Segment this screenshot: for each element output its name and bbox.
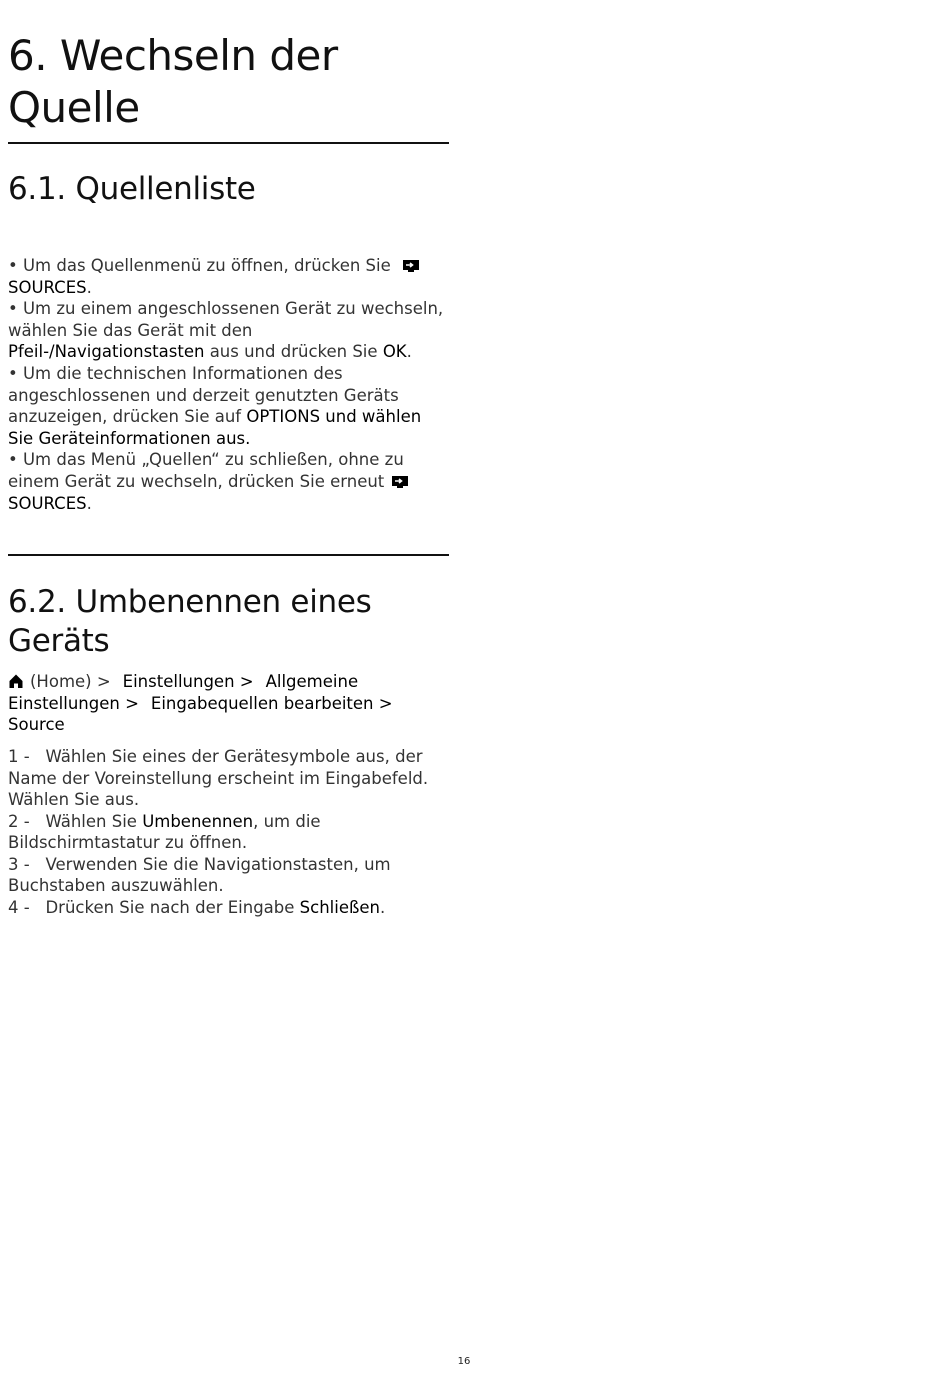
sources-key-label: SOURCES bbox=[8, 277, 87, 297]
close-key-label: Schließen bbox=[299, 898, 380, 918]
breadcrumb-edit-sources: Eingabequellen bearbeiten > bbox=[150, 693, 393, 713]
page-column bbox=[8, 0, 449, 919]
breadcrumb bbox=[8, 671, 449, 736]
source-list-bullet-3: • Um die technischen Informationen des angeschlossenen und derzeit genutzten Geräts anzuzeigen, drücken Sie auf OPTIONS und wählen Sie Geräteinformationen aus. bbox=[8, 363, 422, 448]
sources-input-icon bbox=[392, 476, 408, 488]
home-icon bbox=[8, 673, 24, 689]
source-list-bullet-2: • Um zu einem angeschlossenen Gerät zu wechseln, wählen Sie das Gerät mit den Pfeil-/Navigationstasten aus und drücken Sie OK. bbox=[8, 299, 444, 362]
breadcrumb-home: (Home) > bbox=[30, 672, 111, 692]
source-list-bullet-1: • Um das Quellenmenü zu öffnen, drücken Sie SOURCES. bbox=[8, 255, 449, 298]
rename-step-1: 1 - Wählen Sie eines der Gerätesymbole aus, der Name der Voreinstellung erscheint im Eingabefeld. Wählen Sie aus. bbox=[8, 746, 429, 810]
page-number: 16 bbox=[457, 1356, 471, 1367]
sources-key-label: SOURCES bbox=[8, 493, 87, 513]
source-list-bullet-4: • Um das Menü „Quellen“ zu schließen, ohne zu einem Gerät zu wechseln, drücken Sie erneut SOURCES. bbox=[8, 449, 449, 514]
ok-key-label: OK bbox=[382, 342, 407, 362]
chapter-title: 6. Wechseln der Quelle bbox=[8, 31, 338, 132]
section-title-rename-device: 6.2. Umbenennen eines Geräts bbox=[8, 584, 372, 660]
sources-input-icon bbox=[403, 260, 419, 272]
navigation-keys-label: Pfeil-/Navigationstasten bbox=[8, 342, 205, 362]
section-title-source-list: 6.1. Quellenliste bbox=[8, 171, 256, 207]
breadcrumb-general-settings: Allgemeine Einstellungen > bbox=[8, 672, 359, 713]
breadcrumb-settings: Einstellungen > bbox=[122, 672, 254, 692]
rename-key-label: Umbenennen bbox=[142, 811, 254, 831]
rename-step-2: 2 - Wählen Sie Umbenennen, um die Bildschirmtastatur zu öffnen. bbox=[8, 811, 321, 853]
breadcrumb-source: Source bbox=[8, 715, 65, 735]
rename-step-4: 4 - Drücken Sie nach der Eingabe Schließen. bbox=[8, 898, 386, 918]
options-key-label: OPTIONS und wählen Sie Geräteinformationen aus. bbox=[8, 407, 422, 448]
rename-step-3: 3 - Verwenden Sie die Navigationstasten, um Buchstaben auszuwählen. bbox=[8, 854, 391, 896]
